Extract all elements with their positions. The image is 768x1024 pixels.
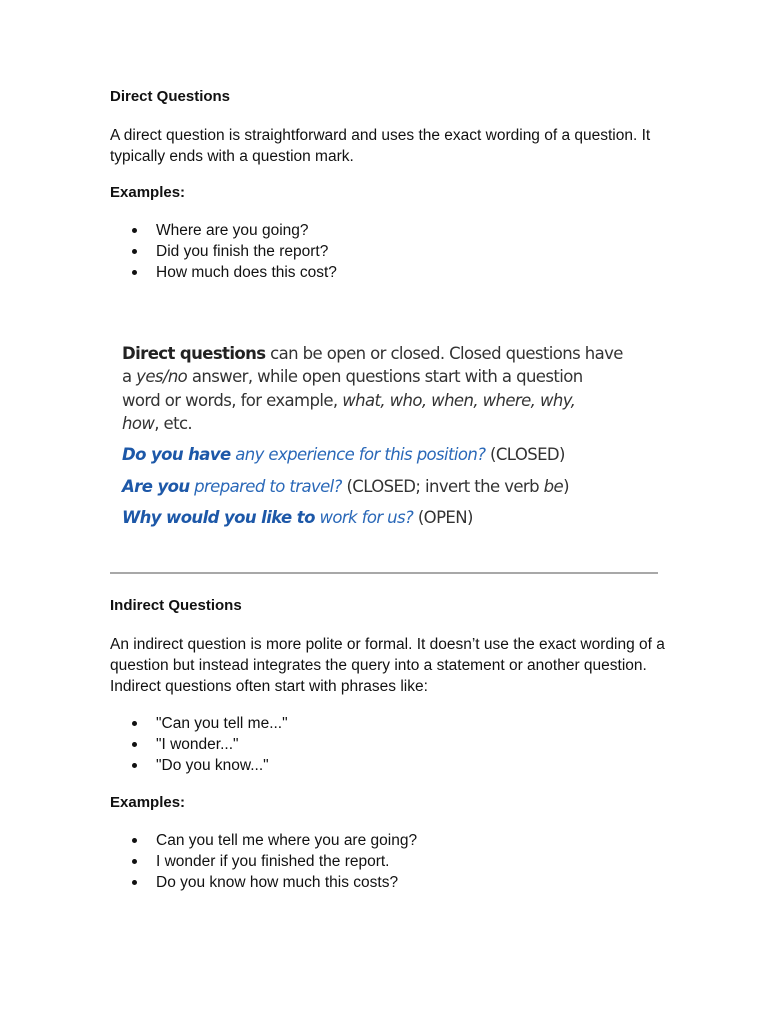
list-item: Where are you going? [110,220,337,241]
indirect-examples-label: Examples: [110,794,186,811]
figure-example-1: Do you have any experience for this position? (CLOSED) [122,445,565,464]
direct-questions-figure [118,338,638,538]
list-item: How much does this cost? [110,262,337,283]
figure-line-1: Direct questions can be open or closed. Closed questions have [122,344,623,363]
bullet-icon [132,249,137,254]
list-item: I wonder if you finished the report. [110,851,417,872]
indirect-phrases-list [110,713,288,776]
list-item: Do you know how much this costs? [110,872,417,893]
bullet-icon [132,270,137,275]
indirect-questions-intro: An indirect question is more polite or formal. It doesn’t use the exact wording of a question but instead integrates the query into a statement or another question. Indirect questions often start with phrases like: [110,636,665,695]
direct-questions-heading: Direct Questions [110,88,231,105]
list-item: "Do you know..." [110,755,288,776]
section-divider [110,572,658,574]
bullet-icon [132,228,137,233]
indirect-examples-list [110,830,417,893]
bullet-icon [132,763,137,768]
figure-example-3: Why would you like to work for us? (OPEN) [122,508,473,527]
figure-line-2: a yes/no answer, while open questions start with a question [122,367,583,386]
figure-line-4: how, etc. [122,414,193,433]
bullet-icon [132,859,137,864]
list-item: "Can you tell me..." [110,713,288,734]
bullet-icon [132,721,137,726]
figure-example-2: Are you prepared to travel? (CLOSED; invert the verb be) [122,477,569,496]
bullet-icon [132,880,137,885]
figure-line-3: word or words, for example, what, who, when, where, why, [122,391,576,410]
direct-questions-intro: A direct question is straightforward and uses the exact wording of a question. It typically ends with a question mark. [110,127,651,165]
direct-examples-label: Examples: [110,184,186,201]
direct-examples-list [110,220,337,283]
bullet-icon [132,838,137,843]
list-item: Did you finish the report? [110,241,337,262]
indirect-questions-heading: Indirect Questions [110,597,242,614]
list-item: Can you tell me where you are going? [110,830,417,851]
bullet-icon [132,742,137,747]
list-item: "I wonder..." [110,734,288,755]
